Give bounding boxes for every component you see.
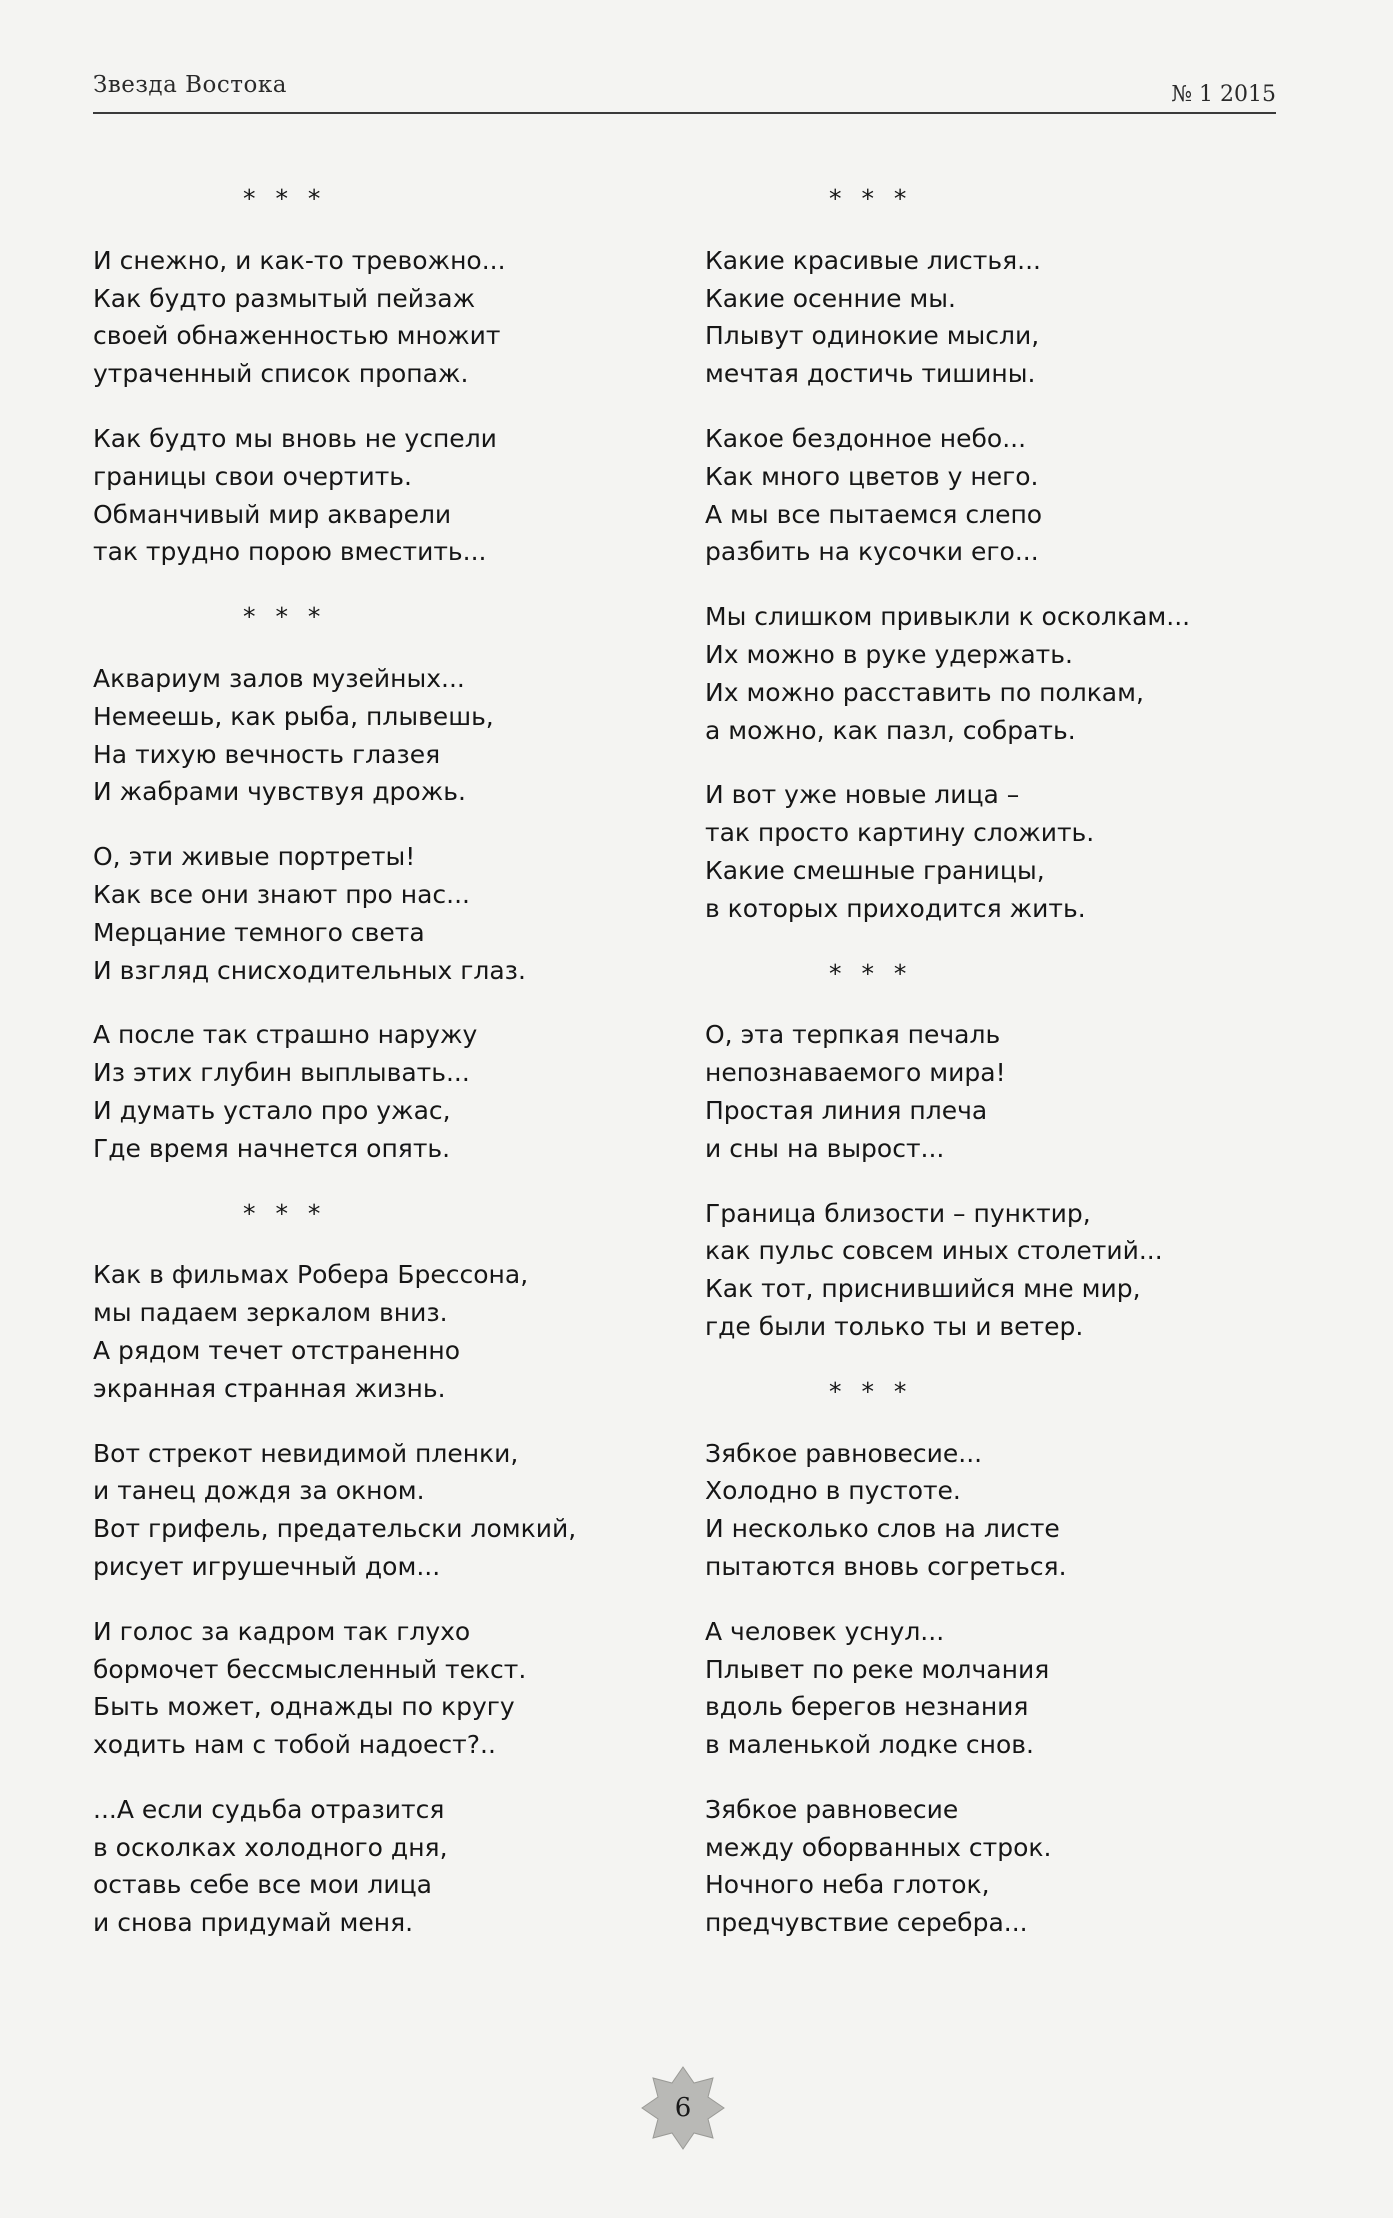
poem-line: Как в фильмах Робера Брессона,	[93, 1260, 529, 1290]
poem-line: а можно, как пазл, собрать.	[705, 715, 1076, 745]
poem-line: мы падаем зеркалом вниз.	[93, 1298, 448, 1328]
stanza	[705, 242, 1265, 393]
poem-line: в которых приходится жить.	[705, 893, 1086, 923]
poem-line: утраченный список пропаж.	[93, 359, 469, 389]
poem-separator: * * *	[829, 1376, 913, 1406]
right-column	[705, 180, 1265, 1942]
stanza	[93, 242, 653, 393]
poem-line: Обманчивый мир акварели	[93, 499, 452, 529]
stanza	[93, 420, 653, 571]
poem-line: вдоль берегов незнания	[705, 1692, 1029, 1722]
poem-line: непознаваемого мира!	[705, 1058, 1006, 1088]
poem-line: рисует игрушечный дом...	[93, 1551, 441, 1581]
poem-line: экранная странная жизнь.	[93, 1373, 446, 1403]
poem-line: Мы слишком привыкли к осколкам...	[705, 602, 1191, 632]
poem-line: пытаются вновь согреться.	[705, 1551, 1067, 1581]
poem-line: Вот стрекот невидимой пленки,	[93, 1438, 519, 1468]
poem-line: Какие красивые листья...	[705, 245, 1041, 275]
poem-line: Плывут одинокие мысли,	[705, 321, 1040, 351]
poem-separator: * * *	[243, 184, 327, 213]
poem-separator: * * *	[829, 184, 913, 213]
stanza	[93, 1256, 653, 1407]
poem-line: оставь себе все мои лица	[93, 1870, 432, 1900]
stanza	[705, 1016, 1265, 1167]
poem-line: Мерцание темного света	[93, 917, 425, 947]
issue-number: № 1 2015	[1171, 82, 1276, 107]
header-rule	[93, 112, 1276, 114]
poem-line: ...А если судьба отразится	[93, 1794, 445, 1824]
poem-line: И думать устало про ужас,	[93, 1095, 451, 1125]
poem-line: Простая линия плеча	[705, 1095, 988, 1125]
stanza	[705, 776, 1265, 927]
poem-line: Как все они знают про нас...	[93, 879, 470, 909]
stanza	[705, 1435, 1265, 1586]
poem-line: Их можно в руке удержать.	[705, 639, 1073, 669]
stanza	[93, 1791, 653, 1942]
poem-separator: * * *	[243, 1198, 327, 1228]
poem	[93, 598, 653, 1167]
poem-line: И снежно, и как-то тревожно...	[93, 245, 506, 275]
stanza	[93, 1613, 653, 1764]
poem-line: Где время начнется опять.	[93, 1133, 451, 1163]
poem-line: А рядом течет отстраненно	[93, 1335, 461, 1365]
poem-line: А после так страшно наружу	[93, 1020, 478, 1050]
poem	[705, 1373, 1265, 1942]
stanza	[705, 1613, 1265, 1764]
stanza	[705, 1791, 1265, 1942]
poem-line: мечтая достичь тишины.	[705, 359, 1036, 389]
poem-separator: * * *	[243, 602, 327, 632]
poem-line: так просто картину сложить.	[705, 818, 1095, 848]
poem-line: Как будто мы вновь не успели	[93, 423, 497, 453]
stanza	[93, 838, 653, 989]
page-number: 6	[674, 2093, 692, 2123]
poem-line: Граница близости – пунктир,	[705, 1198, 1091, 1228]
poem-line: Зябкое равновесие	[705, 1794, 959, 1824]
poem-line: И вот уже новые лица –	[705, 780, 1020, 810]
poem-line: где были только ты и ветер.	[705, 1311, 1084, 1341]
poem-line: своей обнаженностью множит	[93, 321, 501, 351]
poem-line: и снова придумай меня.	[93, 1908, 414, 1938]
poem-line: И взгляд снисходительных глаз.	[93, 955, 526, 985]
poem-line: Какие осенние мы.	[705, 283, 956, 313]
page-number-badge	[640, 2065, 726, 2151]
poem-line: Холодно в пустоте.	[705, 1476, 961, 1506]
poem	[705, 955, 1265, 1346]
poem-line: И несколько слов на листе	[705, 1514, 1060, 1544]
poem-line: Вот грифель, предательски ломкий,	[93, 1514, 577, 1544]
poem-line: На тихую вечность глазея	[93, 739, 441, 769]
poem-line: и сны на вырост...	[705, 1133, 945, 1163]
poem-line: границы свои очертить.	[93, 461, 412, 491]
poem-line: в маленькой лодке снов.	[705, 1730, 1034, 1760]
poem-line: бормочет бессмысленный текст.	[93, 1654, 527, 1684]
stanza	[705, 1195, 1265, 1346]
poem-line: Ночного неба глоток,	[705, 1870, 990, 1900]
poem-line: Аквариум залов музейных...	[93, 663, 465, 693]
left-column	[93, 180, 653, 1942]
poem-line: как пульс совсем иных столетий...	[705, 1236, 1163, 1266]
poem-line: так трудно порою вместить...	[93, 537, 487, 567]
stanza	[705, 420, 1265, 571]
stanza	[93, 660, 653, 811]
poem-line: между оборванных строк.	[705, 1832, 1052, 1862]
poem-line: Быть может, однажды по кругу	[93, 1692, 515, 1722]
poem-line: Как будто размытый пейзаж	[93, 283, 476, 313]
poem-line: Как много цветов у него.	[705, 461, 1039, 491]
poem-line: Какое бездонное небо...	[705, 423, 1027, 453]
journal-title: Звезда Востока	[93, 72, 287, 98]
poem	[705, 180, 1265, 928]
poem-line: разбить на кусочки его...	[705, 537, 1039, 567]
poem	[93, 180, 653, 571]
poem-line: О, эти живые портреты!	[93, 842, 416, 872]
poem-line: ходить нам с тобой надоест?..	[93, 1730, 496, 1760]
poem-line: и танец дождя за окном.	[93, 1476, 425, 1506]
poem-line: Немеешь, как рыба, плывешь,	[93, 701, 494, 731]
poem	[93, 1195, 653, 1943]
poem-line: Плывет по реке молчания	[705, 1654, 1050, 1684]
poem-line: Как тот, приснившийся мне мир,	[705, 1274, 1141, 1304]
stanza	[93, 1016, 653, 1167]
poem-line: А человек уснул...	[705, 1616, 945, 1646]
poem-line: в осколках холодного дня,	[93, 1832, 448, 1862]
poem-line: Зябкое равновесие...	[705, 1438, 983, 1468]
stanza	[93, 1435, 653, 1586]
poem-separator: * * *	[829, 958, 913, 988]
poem-line: Их можно расставить по полкам,	[705, 677, 1144, 707]
poem-line: А мы все пытаемся слепо	[705, 499, 1043, 529]
poem-line: Какие смешные границы,	[705, 855, 1045, 885]
poem-line: О, эта терпкая печаль	[705, 1020, 1001, 1050]
poem-line: предчувствие серебра...	[705, 1908, 1028, 1938]
poem-line: И голос за кадром так глухо	[93, 1616, 471, 1646]
stanza	[705, 598, 1265, 749]
poem-line: И жабрами чувствуя дрожь.	[93, 777, 466, 807]
poem-line: Из этих глубин выплывать...	[93, 1058, 470, 1088]
